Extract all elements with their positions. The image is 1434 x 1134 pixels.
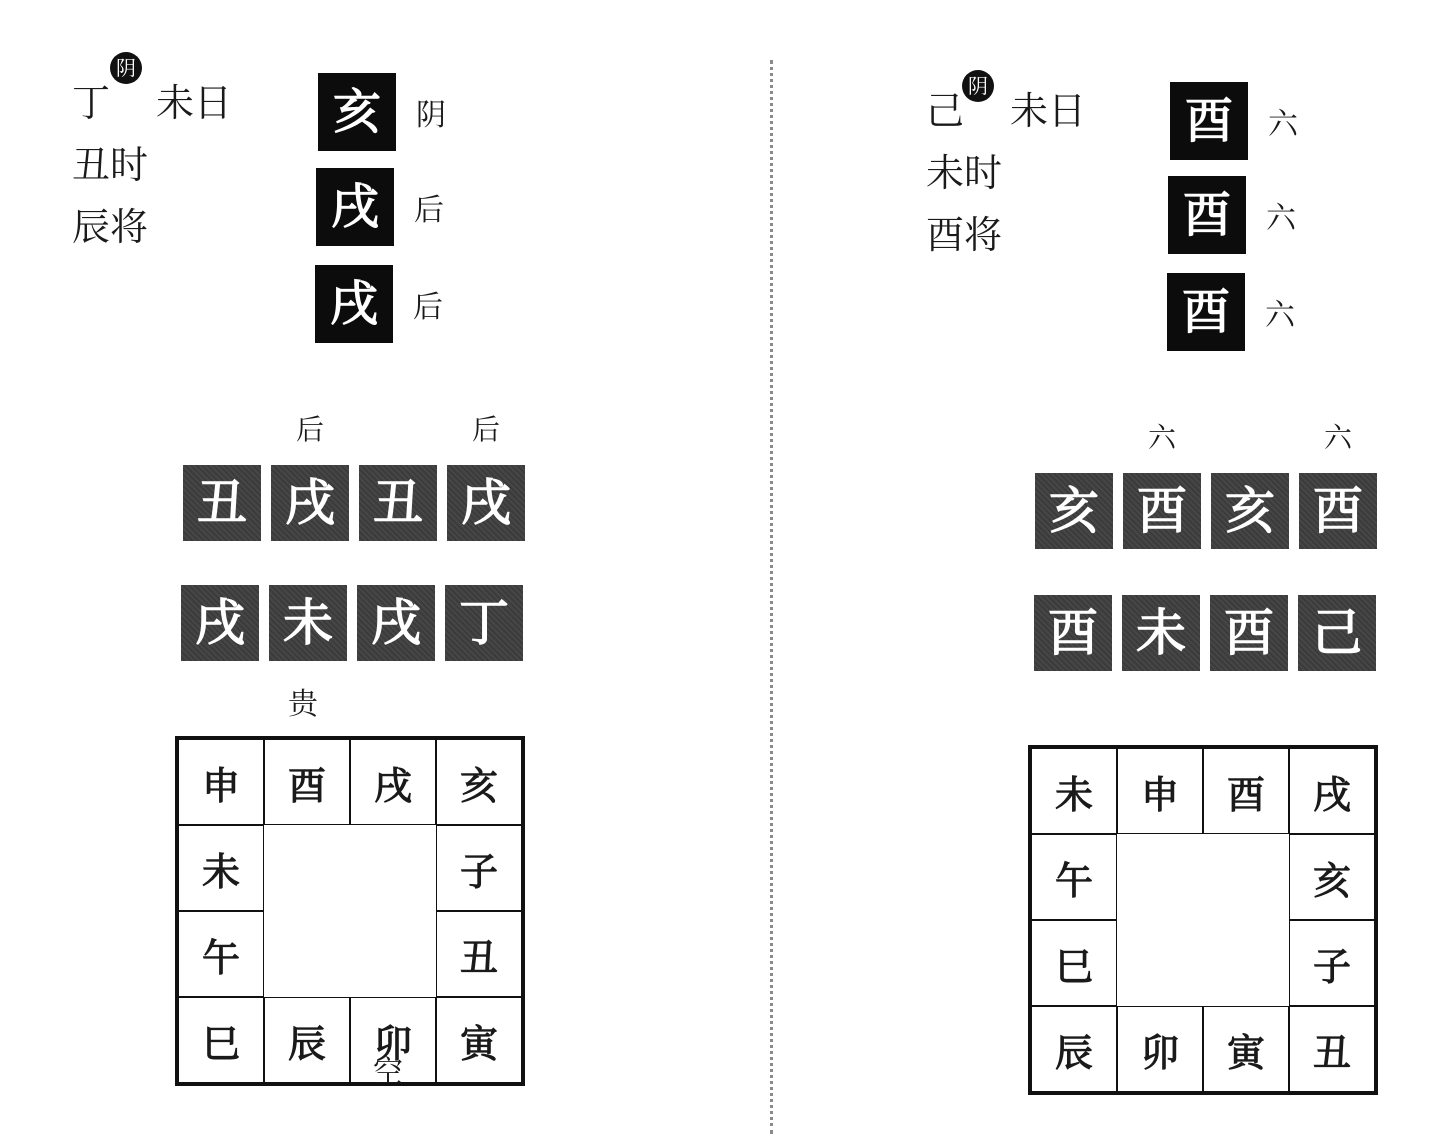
- ke-top-cell: 戌: [271, 465, 349, 541]
- pan-cell: 未: [178, 825, 264, 911]
- pan-cell: 戌: [350, 739, 436, 825]
- hour-label: 丑时: [72, 143, 149, 187]
- pan-center: [264, 825, 436, 997]
- pan-cell: 申: [178, 739, 264, 825]
- pan-cell: 子: [1289, 920, 1375, 1006]
- general-label: 辰将: [72, 205, 149, 249]
- chuan-gen-3: 后: [413, 290, 443, 325]
- chuan-gen-1: 阴: [416, 98, 446, 133]
- pan-cell: 酉: [1203, 748, 1289, 834]
- pan-cell: 卯: [1117, 1006, 1203, 1092]
- page-divider: [770, 60, 773, 1134]
- pan-cell: 寅: [436, 997, 522, 1083]
- ke-bottom-cell: 戌: [357, 585, 435, 661]
- ke-top-row: [1035, 473, 1377, 549]
- ke-top-cell: 亥: [1035, 473, 1113, 549]
- ke-bottom-cell: 己: [1298, 595, 1376, 671]
- pan-cell: 寅: [1203, 1006, 1289, 1092]
- pan-cell: 亥: [436, 739, 522, 825]
- right-chart-panel: [780, 0, 1434, 1134]
- day-branch: 未日: [1010, 89, 1087, 133]
- chuan-zhi-3: 戌: [315, 265, 393, 343]
- ke-bottom-cell: 未: [1122, 595, 1200, 671]
- pan-cell: 午: [1031, 834, 1117, 920]
- ke-label-4: 后: [471, 413, 500, 446]
- day-gan: 丁: [72, 81, 111, 125]
- pan-cell: 申: [1117, 748, 1203, 834]
- day-gan: 己: [926, 89, 965, 133]
- pan-cell: 巳: [178, 997, 264, 1083]
- chuan-gen-3: 六: [1265, 298, 1295, 333]
- chuan-zhi-2: 酉: [1168, 176, 1246, 254]
- ke-bottom-cell: 戌: [181, 585, 259, 661]
- ke-top-cell: 丑: [359, 465, 437, 541]
- pan-cell: 卯: [350, 997, 436, 1083]
- pan-top-label: 贵: [288, 687, 318, 722]
- chuan-zhi-1: 酉: [1170, 82, 1248, 160]
- pan-cell: 亥: [1289, 834, 1375, 920]
- hour-label: 未时: [926, 151, 1003, 195]
- ke-bottom-row: [1034, 595, 1376, 671]
- pan-cell: 丑: [436, 911, 522, 997]
- chuan-zhi-3: 酉: [1167, 273, 1245, 351]
- ke-bottom-row: [181, 585, 523, 661]
- ke-bottom-cell: 未: [269, 585, 347, 661]
- pan-cell: 未: [1031, 748, 1117, 834]
- yin-badge-icon: 阴: [962, 70, 994, 102]
- ke-bottom-cell: 丁: [445, 585, 523, 661]
- tian-pan-grid: [175, 736, 525, 1090]
- chuan-gen-2: 后: [414, 193, 444, 228]
- ke-bottom-cell: 酉: [1034, 595, 1112, 671]
- pan-cell: 酉: [264, 739, 350, 825]
- pan-cell: 午: [178, 911, 264, 997]
- ke-top-cell: 酉: [1299, 473, 1377, 549]
- ke-top-cell: 酉: [1123, 473, 1201, 549]
- chuan-zhi-1: 亥: [318, 73, 396, 151]
- pan-bottom-label: 空: [373, 1055, 403, 1090]
- pan-cell: 巳: [1031, 920, 1117, 1006]
- ke-bottom-cell: 酉: [1210, 595, 1288, 671]
- ke-top-row: [183, 465, 525, 541]
- general-label: 酉将: [926, 213, 1003, 257]
- ke-top-cell: 丑: [183, 465, 261, 541]
- chuan-gen-2: 六: [1266, 201, 1296, 236]
- chuan-gen-1: 六: [1268, 107, 1298, 142]
- ke-top-cell: 亥: [1211, 473, 1289, 549]
- day-branch: 未日: [156, 81, 233, 125]
- pan-cell: 子: [436, 825, 522, 911]
- ke-label-2: 六: [1147, 421, 1176, 454]
- pan-cell: 辰: [264, 997, 350, 1083]
- pan-center: [1117, 834, 1289, 1006]
- ke-top-cell: 戌: [447, 465, 525, 541]
- chuan-zhi-2: 戌: [316, 168, 394, 246]
- pan-cell: 戌: [1289, 748, 1375, 834]
- yin-badge-icon: 阴: [110, 52, 142, 84]
- ke-label-4: 六: [1323, 421, 1352, 454]
- pan-cell: 丑: [1289, 1006, 1375, 1092]
- tian-pan-grid: [1028, 745, 1378, 1095]
- pan-cell: 辰: [1031, 1006, 1117, 1092]
- ke-label-2: 后: [295, 413, 324, 446]
